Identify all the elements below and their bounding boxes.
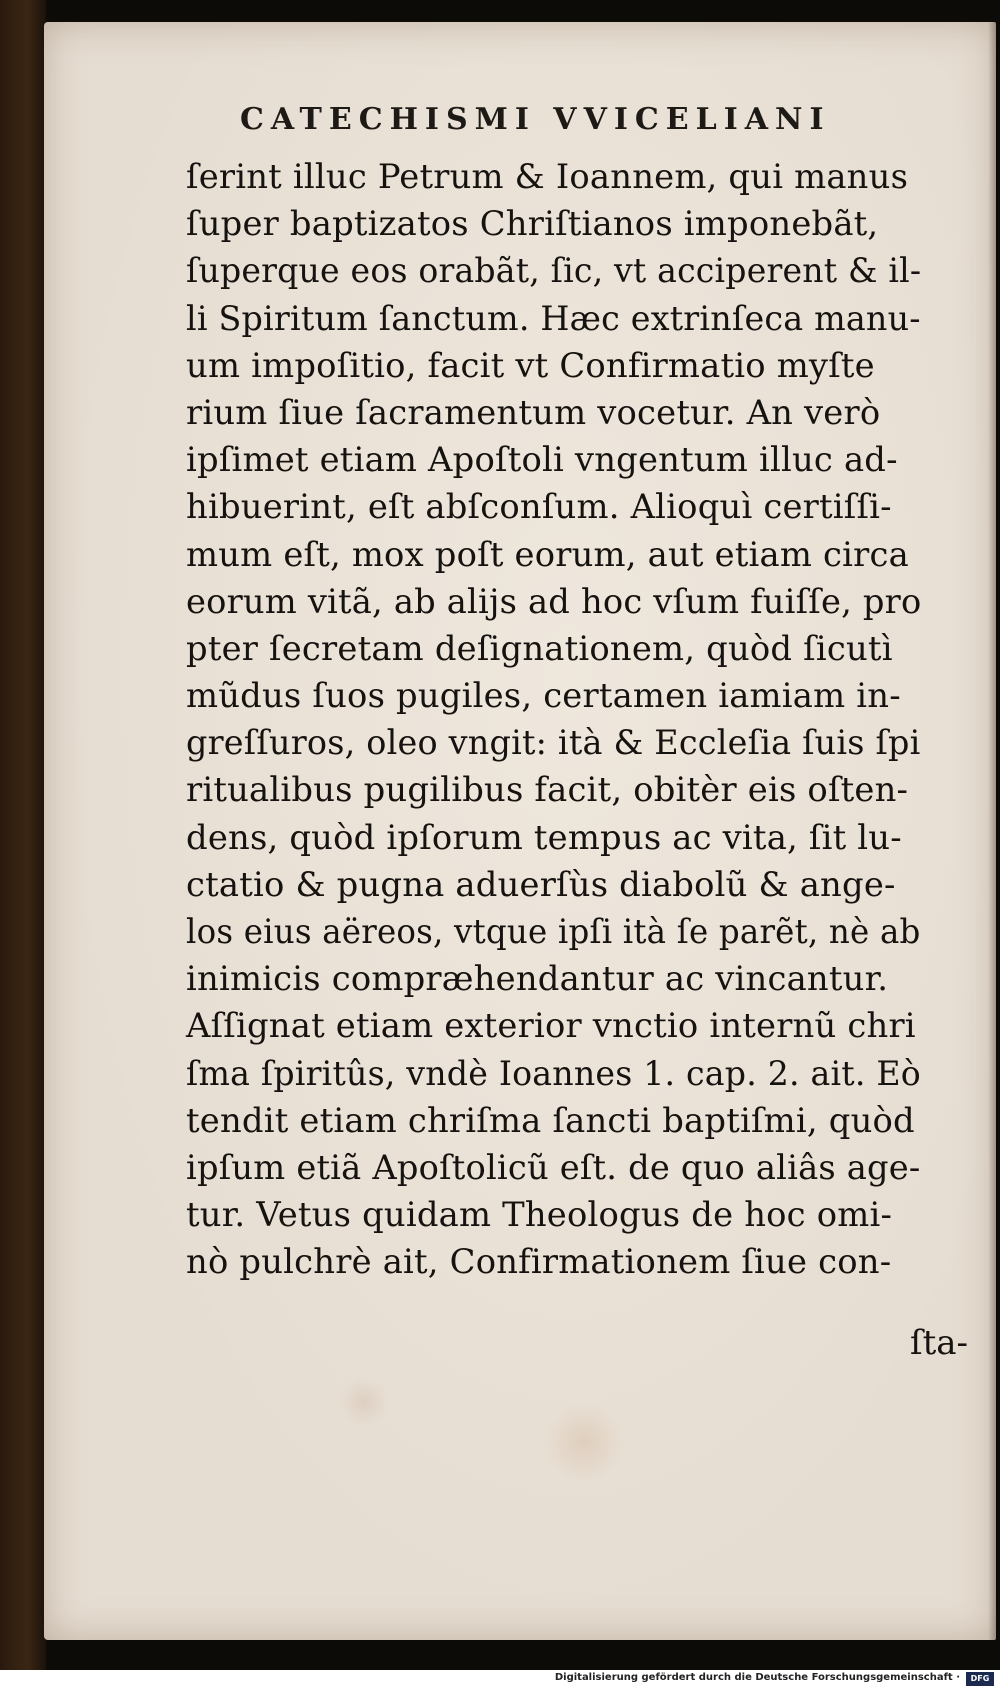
digitization-credit: Digitalisierung gefördert durch die Deutsche Forschungsgemeinschaft · xyxy=(554,1672,960,1683)
dfg-logo: DFG xyxy=(966,1672,994,1686)
digitization-credit-bar xyxy=(0,1670,1000,1689)
text-line: ſuperque eos orabãt, ſic, vt acciperent & il- xyxy=(186,251,922,292)
running-head: CATECHISMI VVICELIANI xyxy=(240,102,831,137)
text-line: um impoſitio, facit vt Confirmatio myſte xyxy=(186,345,875,386)
text-line: ſerint illuc Petrum & Ioannem, qui manus xyxy=(186,157,909,197)
book-binding-edge xyxy=(0,0,46,1689)
text-line: eorum vitã, ab alijs ad hoc vſum fuiſſe, pro xyxy=(186,581,922,622)
text-line: inimicis compræhendantur ac vincantur. xyxy=(186,959,889,1000)
text-line: li Spiritum ſanctum. Hæc extrinſeca manu- xyxy=(186,298,921,339)
text-line: tur. Vetus quidam Theologus de hoc omi- xyxy=(186,1195,893,1236)
text-line: dens, quòd ipſorum tempus ac vita, ſit lu- xyxy=(186,817,902,858)
text-line: hibuerint, eſt abſconſum. Alioquì certiſſi- xyxy=(186,487,892,528)
text-line: los eius aëreos, vtque ipſi ità ſe parẽt, nè ab xyxy=(186,912,921,952)
body-text xyxy=(186,154,926,1287)
text-line: tendit etiam chriſma ſancti baptiſmi, quòd xyxy=(186,1100,915,1141)
text-line: rium ſiue ſacramentum vocetur. An verò xyxy=(186,392,881,433)
page-edge-shadow xyxy=(988,22,996,1640)
text-line: Aſſignat etiam exterior vnctio internũ chri xyxy=(186,1006,916,1047)
text-line: greſſuros, oleo vngit: ità & Eccleſia ſuis ſpi xyxy=(186,723,921,764)
text-line: pter ſecretam deſignationem, quòd ſicutì xyxy=(186,628,893,669)
text-line: mũdus ſuos pugiles, certamen iamiam in- xyxy=(186,676,901,717)
text-line: ipſimet etiam Apoſtoli vngentum illuc ad- xyxy=(186,440,898,481)
catchword: ſta- xyxy=(910,1323,969,1363)
text-line: nò pulchrè ait, Confirmationem ſiue con- xyxy=(186,1242,892,1283)
text-line: ſuper baptizatos Chriſtianos imponebãt, xyxy=(186,204,879,245)
text-line: ctatio & pugna aduerſùs diabolũ & ange- xyxy=(186,864,896,905)
text-line: ipſum etiã Apoſtolicũ eſt. de quo aliâs age- xyxy=(186,1147,921,1188)
text-line: mum eſt, mox poſt eorum, aut etiam circa xyxy=(186,534,909,575)
text-line: ſma ſpiritûs, vndè Ioannes 1. cap. 2. ait. Eò xyxy=(186,1053,921,1094)
text-line: ritualibus pugilibus facit, obitèr eis oſten- xyxy=(186,770,909,811)
